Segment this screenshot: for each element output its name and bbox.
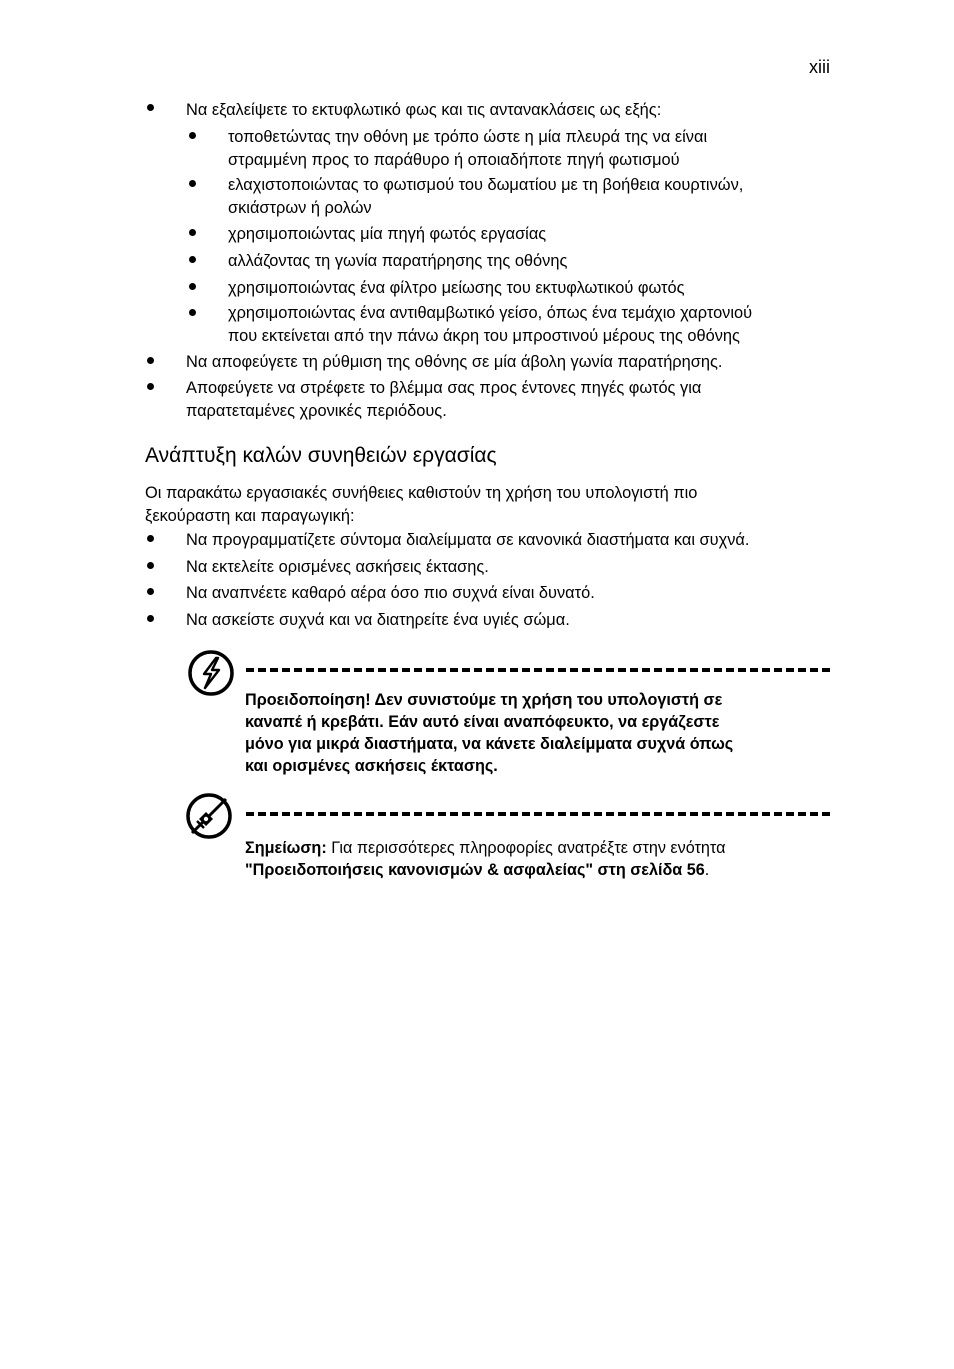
bullet-icon xyxy=(189,180,196,187)
list-item: Να προγραμματίζετε σύντομα διαλείμματα σε κανονικά διαστήματα και συχνά. xyxy=(186,531,750,549)
bullet-icon xyxy=(147,562,154,569)
sub-list-item: αλλάζοντας τη γωνία παρατήρησης της οθόνης xyxy=(228,252,568,270)
bullet-icon xyxy=(189,229,196,236)
sub-list-item: χρησιμοποιώντας ένα αντιθαμβωτικό γείσο, όπως ένα τεμάχιο χαρτονιού που εκτείνεται από την πάνω άκρη του μπροστινού μέρους της οθόνης xyxy=(228,304,753,345)
warning-text: Προειδοποίηση! Δεν συνιστούμε τη χρήση του υπολογιστή σε καναπέ ή κρεβάτι. Εάν αυτό είναι αναπόφευκτο, να εργάζεστε μόνο για μικρά διαστήματα, να κάνετε διαλείμματα συχνά όπως και ορισμένες ασκήσεις έκτασης. xyxy=(245,691,734,775)
list-item: Να αναπνέετε καθαρό αέρα όσο πιο συχνά είναι δυνατό. xyxy=(186,584,595,602)
note-text: Σημείωση: Για περισσότερες πληροφορίες ανατρέξτε στην ενότητα "Προειδοποιήσεις κανονισμών & ασφαλείας" στη σελίδα 56. xyxy=(245,839,726,879)
page-number: xiii xyxy=(809,57,830,77)
note-label: Σημείωση: xyxy=(245,839,327,857)
bullet-icon xyxy=(189,132,196,139)
bullet-icon xyxy=(147,535,154,542)
sub-list-item: χρησιμοποιώντας μία πηγή φωτός εργασίας xyxy=(228,225,547,243)
warning-lightning-icon xyxy=(187,649,235,697)
sub-list-item: χρησιμοποιώντας ένα φίλτρο μείωσης του εκτυφλωτικού φωτός xyxy=(228,279,685,297)
bullet-icon xyxy=(189,256,196,263)
note-pen-icon xyxy=(185,792,233,840)
bullet-icon xyxy=(147,104,154,111)
list-item: Αποφεύγετε να στρέφετε το βλέμμα σας προς έντονες πηγές φωτός για παρατεταμένες χρονικές περιόδους. xyxy=(186,379,702,420)
list-item: Να ασκείστε συχνά και να διατηρείτε ένα υγιές σώμα. xyxy=(186,611,570,629)
sub-list-item: τοποθετώντας την οθόνη με τρόπο ώστε η μία πλευρά της να είναι στραμμένη προς το παράθυρο ή οποιαδήποτε πηγή φωτισμού xyxy=(228,128,708,169)
bullet-icon xyxy=(147,615,154,622)
bullet-icon xyxy=(147,357,154,364)
sub-list-item: ελαχιστοποιώντας το φωτισμού του δωματίου με τη βοήθεια κουρτινών, σκιάστρων ή ρολών xyxy=(228,176,744,217)
list-item: Να εξαλείψετε το εκτυφλωτικό φως και τις αντανακλάσεις ως εξής: xyxy=(186,101,662,119)
note-reference: "Προειδοποιήσεις κανονισμών & ασφαλείας" στη σελίδα 56 xyxy=(245,861,705,879)
bullet-icon xyxy=(189,283,196,290)
section-intro: Οι παρακάτω εργασιακές συνήθειες καθιστούν τη χρήση του υπολογιστή πιο ξεκούραστη και παραγωγική: xyxy=(145,484,698,525)
bullet-icon xyxy=(147,588,154,595)
bullet-icon xyxy=(189,309,196,316)
bullet-icon xyxy=(147,383,154,390)
list-item: Να εκτελείτε ορισμένες ασκήσεις έκτασης. xyxy=(186,558,489,576)
divider xyxy=(246,668,830,672)
divider xyxy=(246,812,830,816)
section-heading: Ανάπτυξη καλών συνηθειών εργασίας xyxy=(145,444,497,467)
list-item: Να αποφεύγετε τη ρύθμιση της οθόνης σε μία άβολη γωνία παρατήρησης. xyxy=(186,353,723,371)
